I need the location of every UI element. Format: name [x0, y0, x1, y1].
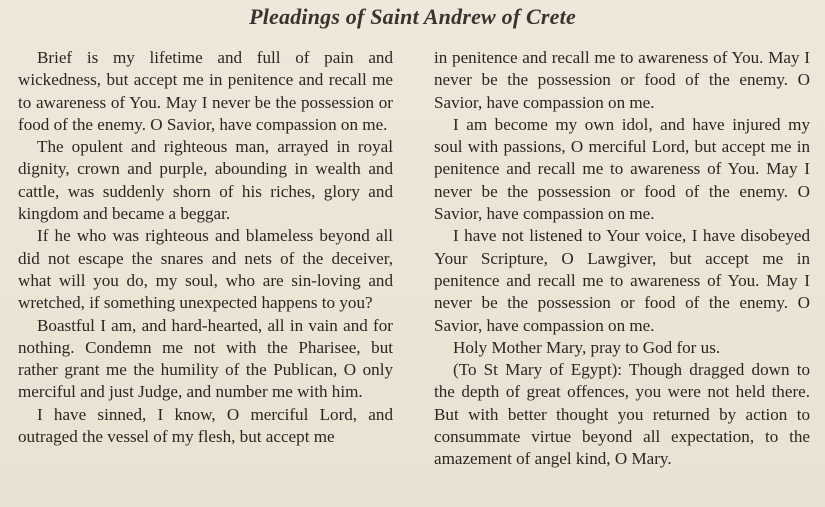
right-column — [434, 47, 810, 471]
paragraph: If he who was righteous and blameless beyond all did not escape the snares and nets of the deceiver, what will you do, my soul, who are sin-loving and wretched, if something unexpected happens to you? — [18, 226, 393, 313]
paragraph: The opulent and righteous man, arrayed in royal dignity, crown and purple, abounding in wealth and cattle, was suddenly shorn of his riches, glory and kingdom and became a beggar. — [18, 137, 393, 224]
paragraph-continued: in penitence and recall me to awareness of You. May I never be the possession or food of the enemy. O Savior, have compassion on me. — [434, 48, 810, 112]
paragraph: Boastful I am, and hard-hearted, all in vain and for nothing. Condemn me not with the Pharisee, but rather grant me the humility of the Publican, O only merciful and just Judge, and number me with him. — [18, 315, 393, 402]
paragraph: Brief is my lifetime and full of pain and wickedness, but accept me in penitence and recall me to awareness of You. May I never be the possession or food of the enemy. O Savior, have compassion on me. — [18, 48, 393, 134]
paragraph: I have not listened to Your voice, I have disobeyed Your Scripture, O Lawgiver, but accept me in penitence and recall me to awareness of You. May I never be the possession or food of the enemy. O Savior, have compassion on me. — [434, 226, 810, 335]
left-column — [18, 47, 393, 448]
paragraph: I have sinned, I know, O merciful Lord, and outraged the vessel of my flesh, but accept me — [18, 404, 393, 447]
paragraph: Holy Mother Mary, pray to God for us. — [453, 337, 721, 357]
paragraph: I am become my own idol, and have injured my soul with passions, O merciful Lord, but accept me in penitence and recall me to awareness of You. May I never be the possession or food of the enemy. O Savior, have compassion on me. — [434, 114, 810, 224]
paragraph: (To St Mary of Egypt): Though dragged down to the depth of great offences, you were not held there. But with better thought you returned by action to consummate virtue beyond all expectation, to the amazement of angel kind, O Mary. — [434, 360, 810, 469]
page-title: Pleadings of Saint Andrew of Crete — [249, 4, 576, 29]
